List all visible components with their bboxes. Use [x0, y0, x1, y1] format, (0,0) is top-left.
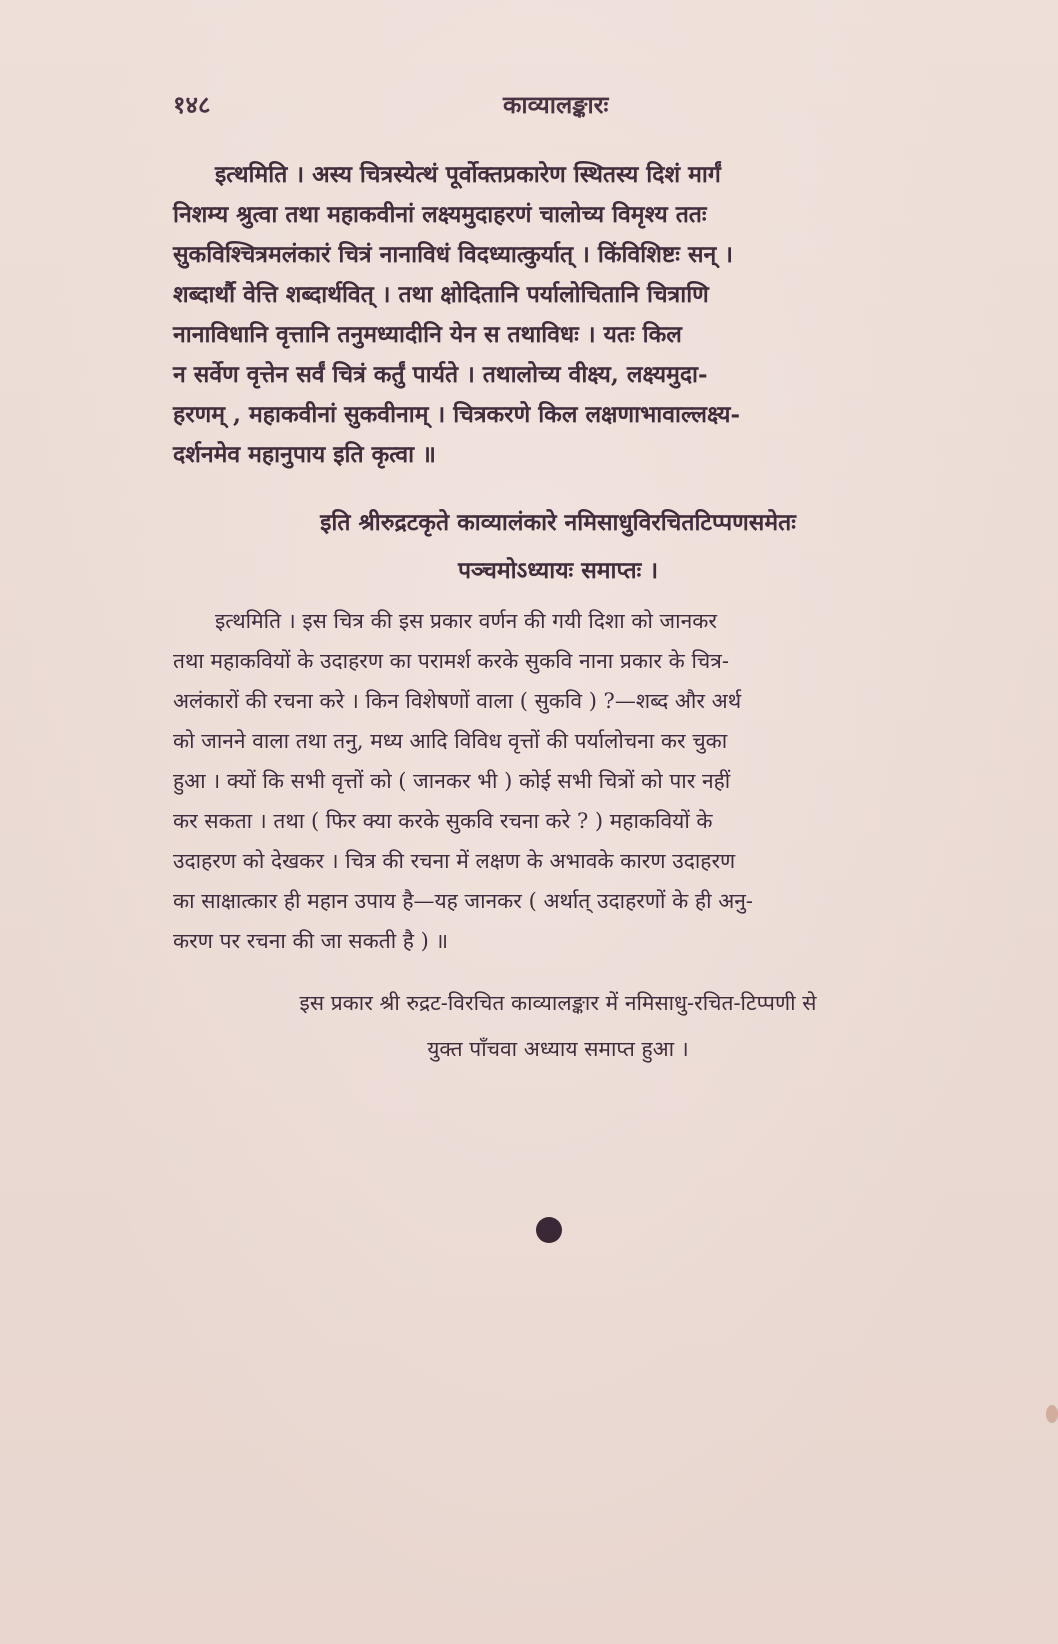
hindi-translation	[173, 606, 943, 976]
text-line: दर्शनमेव महानुपाय इति कृत्वा ॥	[173, 441, 436, 468]
colophon-line: पञ्चमोऽध्यायः समाप्तः ।	[457, 557, 659, 584]
text-line: हरणम् , महाकवीनां सुकवीनाम् । चित्रकरणे किल लक्षणाभावाल्लक्ष्य-	[173, 401, 741, 428]
text-line: कर सकता । तथा ( फिर क्या करके सुकवि रचना करे ? ) महाकवियों के	[173, 809, 713, 833]
colophon-line: इस प्रकार श्री रुद्रट-विरचित काव्यालङ्कार में नमिसाधु-रचित-टिप्पणी से	[299, 991, 817, 1015]
colophon-line: युक्त पाँचवा अध्याय समाप्त हुआ ।	[427, 1037, 689, 1061]
text-line: शब्दार्थौ वेत्ति शब्दार्थवित् । तथा क्षोदितानि पर्यालोचितानि चित्राणि	[173, 281, 709, 308]
text-line: निशम्य श्रुत्वा तथा महाकवीनां लक्ष्यमुदाहरणं चालोच्य विमृश्य ततः	[173, 201, 707, 228]
paper-stain	[1046, 1405, 1058, 1423]
text-line: न सर्वेण वृत्तेन सर्वं चित्रं कर्तुं पार्यते । तथालोच्य वीक्ष्य, लक्ष्यमुदा-	[173, 361, 708, 388]
hindi-colophon	[173, 988, 943, 1068]
text-line: करण पर रचना की जा सकती है ) ॥	[173, 929, 449, 953]
text-line: नानाविधानि वृत्तानि तनुमध्यादीनि येन स तथाविधः । यतः किल	[173, 321, 682, 348]
sanskrit-colophon	[173, 508, 943, 588]
text-line: हुआ । क्यों कि सभी वृत्तों को ( जानकर भी ) कोई सभी चित्रों को पार नहीं	[173, 769, 731, 793]
text-line: अलंकारों की रचना करे । किन विशेषणों वाला ( सुकवि ) ?—शब्द और अर्थ	[173, 689, 742, 713]
page-header	[173, 88, 933, 128]
text-line: सुकविश्चित्रमलंकारं चित्रं नानाविधं विदध्यात्कुर्यात् । किंविशिष्टः सन् ।	[173, 241, 733, 268]
chapter-end-dot	[536, 1217, 562, 1243]
colophon-line: इति श्रीरुद्रटकृते काव्यालंकारे नमिसाधुविरचितटिप्पणसमेतः	[320, 509, 796, 536]
page-number: १४८	[173, 90, 211, 119]
text-line: को जानने वाला तथा तनु, मध्य आदि विविध वृत्तों की पर्यालोचना कर चुका	[173, 729, 728, 753]
running-title: काव्यालङ्कारः	[503, 90, 609, 119]
text-line: इत्थमिति । इस चित्र की इस प्रकार वर्णन की गयी दिशा को जानकर	[215, 609, 717, 633]
text-line: तथा महाकवियों के उदाहरण का परामर्श करके सुकवि नाना प्रकार के चित्र-	[173, 649, 729, 673]
text-line: इत्थमिति । अस्य चित्रस्येत्थं पूर्वोक्तप्रकारेण स्थितस्य दिशं मार्गं	[215, 161, 721, 188]
text-line: उदाहरण को देखकर । चित्र की रचना में लक्षण के अभावके कारण उदाहरण	[173, 849, 736, 873]
text-line: का साक्षात्कार ही महान उपाय है—यह जानकर ( अर्थात् उदाहरणों के ही अनु-	[173, 889, 753, 913]
sanskrit-commentary	[173, 160, 943, 480]
